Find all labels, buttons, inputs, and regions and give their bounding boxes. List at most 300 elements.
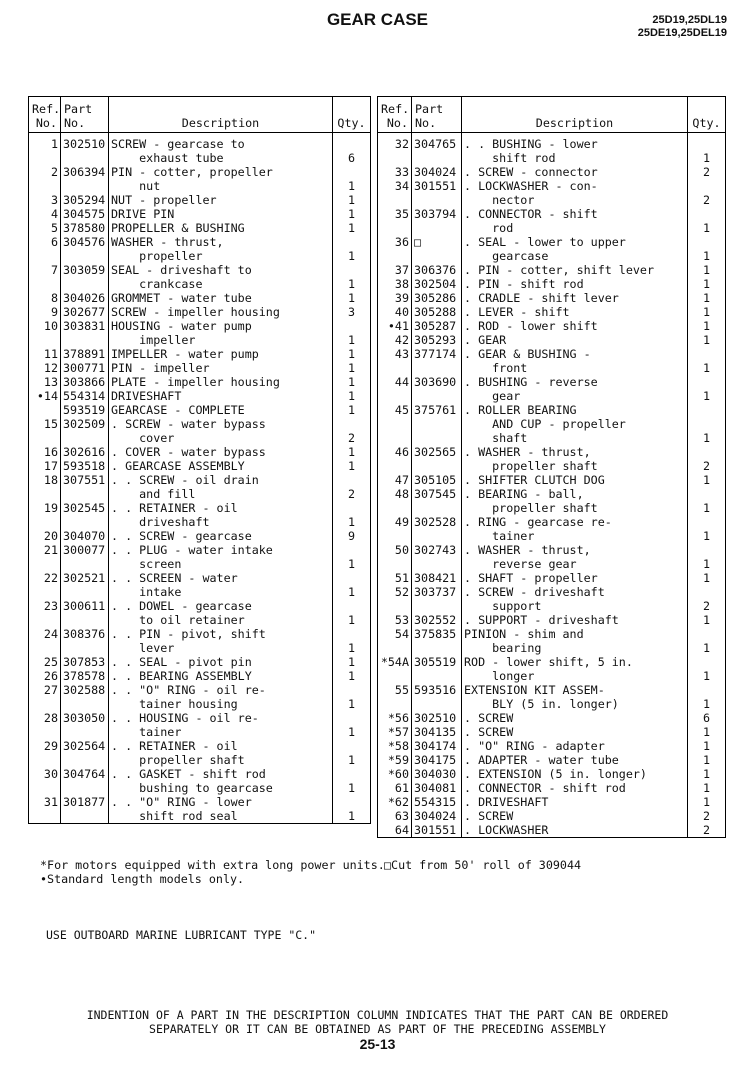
ref-no bbox=[29, 179, 61, 193]
part-no: 305293 bbox=[412, 333, 462, 347]
table-row bbox=[378, 193, 726, 207]
part-no: 302743 bbox=[412, 543, 462, 557]
part-no: 305288 bbox=[412, 305, 462, 319]
part-no: 302616 bbox=[61, 445, 109, 459]
qty bbox=[333, 235, 371, 249]
description: . SHAFT - propeller bbox=[462, 571, 688, 585]
description: cover bbox=[109, 431, 333, 445]
part-no: 304175 bbox=[412, 753, 462, 767]
part-no: 302588 bbox=[61, 683, 109, 697]
description: NUT - propeller bbox=[109, 193, 333, 207]
description: . . DOWEL - gearcase bbox=[109, 599, 333, 613]
qty-header: Qty. bbox=[688, 97, 726, 133]
ref-no: 28 bbox=[29, 711, 61, 725]
ref-no: *60 bbox=[378, 767, 412, 781]
part-no: 378578 bbox=[61, 669, 109, 683]
description: . SUPPORT - driveshaft bbox=[462, 613, 688, 627]
table-row bbox=[29, 207, 371, 221]
qty bbox=[333, 683, 371, 697]
footnote-bullet: •Standard length models only. bbox=[40, 872, 245, 886]
qty: 1 bbox=[688, 767, 726, 781]
description: nut bbox=[109, 179, 333, 193]
description: . LOCKWASHER bbox=[462, 823, 688, 838]
description: gear bbox=[462, 389, 688, 403]
table-row bbox=[378, 361, 726, 375]
ref-no bbox=[29, 753, 61, 767]
part-no: 304764 bbox=[61, 767, 109, 781]
qty bbox=[688, 235, 726, 249]
table-row bbox=[378, 333, 726, 347]
description: . BEARING - ball, bbox=[462, 487, 688, 501]
ref-no: 22 bbox=[29, 571, 61, 585]
description: . SCREW bbox=[462, 809, 688, 823]
qty bbox=[688, 655, 726, 669]
table-row bbox=[29, 781, 371, 795]
ref-no bbox=[29, 403, 61, 417]
description: . DRIVESHAFT bbox=[462, 795, 688, 809]
table-row bbox=[378, 277, 726, 291]
ref-no: 9 bbox=[29, 305, 61, 319]
ref-no bbox=[378, 669, 412, 683]
description: PIN - cotter, propeller bbox=[109, 165, 333, 179]
ref-no bbox=[378, 389, 412, 403]
table-row bbox=[378, 291, 726, 305]
qty: 1 bbox=[688, 361, 726, 375]
ref-no: 46 bbox=[378, 445, 412, 459]
qty: 1 bbox=[688, 263, 726, 277]
part-no bbox=[61, 585, 109, 599]
description: GROMMET - water tube bbox=[109, 291, 333, 305]
qty bbox=[688, 417, 726, 431]
part-no bbox=[412, 669, 462, 683]
ref-no: 17 bbox=[29, 459, 61, 473]
qty bbox=[333, 501, 371, 515]
qty: 6 bbox=[333, 151, 371, 165]
qty bbox=[333, 571, 371, 585]
table-row bbox=[29, 319, 371, 333]
ref-no: 3 bbox=[29, 193, 61, 207]
part-no bbox=[61, 277, 109, 291]
description: BLY (5 in. longer) bbox=[462, 697, 688, 711]
table-row bbox=[29, 445, 371, 459]
model-numbers bbox=[638, 14, 727, 40]
description: . . SCREW - gearcase bbox=[109, 529, 333, 543]
qty bbox=[688, 207, 726, 221]
ref-no bbox=[378, 557, 412, 571]
part-no bbox=[412, 431, 462, 445]
qty bbox=[688, 347, 726, 361]
description-header: Description bbox=[462, 97, 688, 133]
ref-no: 47 bbox=[378, 473, 412, 487]
table-row bbox=[29, 263, 371, 277]
ref-no: *57 bbox=[378, 725, 412, 739]
description: tainer housing bbox=[109, 697, 333, 711]
part-no bbox=[61, 333, 109, 347]
ref-no bbox=[29, 809, 61, 824]
description: PINION - shim and bbox=[462, 627, 688, 641]
table-row bbox=[29, 683, 371, 697]
description: bearing bbox=[462, 641, 688, 655]
table-row bbox=[378, 375, 726, 389]
description: . SEAL - lower to upper bbox=[462, 235, 688, 249]
ref-no: 49 bbox=[378, 515, 412, 529]
qty: 1 bbox=[333, 585, 371, 599]
qty bbox=[688, 683, 726, 697]
qty bbox=[333, 263, 371, 277]
part-no: 305286 bbox=[412, 291, 462, 305]
ref-no: 18 bbox=[29, 473, 61, 487]
table-row bbox=[29, 641, 371, 655]
description: HOUSING - water pump bbox=[109, 319, 333, 333]
part-no bbox=[61, 753, 109, 767]
ref-no bbox=[29, 151, 61, 165]
ref-no: 43 bbox=[378, 347, 412, 361]
qty: 1 bbox=[688, 501, 726, 515]
part-no: 554315 bbox=[412, 795, 462, 809]
part-no: 307545 bbox=[412, 487, 462, 501]
description: . WASHER - thrust, bbox=[462, 445, 688, 459]
ref-no: 2 bbox=[29, 165, 61, 179]
part-no bbox=[412, 501, 462, 515]
part-no: 303737 bbox=[412, 585, 462, 599]
description: . . SCREEN - water bbox=[109, 571, 333, 585]
part-no: 308421 bbox=[412, 571, 462, 585]
description: EXTENSION KIT ASSEM- bbox=[462, 683, 688, 697]
description: . BUSHING - reverse bbox=[462, 375, 688, 389]
qty: 1 bbox=[333, 697, 371, 711]
description: . WASHER - thrust, bbox=[462, 543, 688, 557]
description: . SCREW - driveshaft bbox=[462, 585, 688, 599]
table-row bbox=[29, 599, 371, 613]
part-no: 593516 bbox=[412, 683, 462, 697]
part-no bbox=[61, 557, 109, 571]
ref-no bbox=[29, 781, 61, 795]
qty bbox=[688, 487, 726, 501]
table-row bbox=[29, 697, 371, 711]
table-row bbox=[378, 347, 726, 361]
table-row bbox=[378, 221, 726, 235]
qty bbox=[688, 515, 726, 529]
description: PIN - impeller bbox=[109, 361, 333, 375]
model-numbers-line2: 25DE19,25DEL19 bbox=[637, 27, 727, 39]
description: PLATE - impeller housing bbox=[109, 375, 333, 389]
description: intake bbox=[109, 585, 333, 599]
description: propeller shaft bbox=[462, 459, 688, 473]
ref-no bbox=[378, 361, 412, 375]
ref-no: 26 bbox=[29, 669, 61, 683]
qty: 1 bbox=[333, 613, 371, 627]
table-row bbox=[29, 235, 371, 249]
table-row bbox=[29, 515, 371, 529]
qty: 1 bbox=[333, 655, 371, 669]
ref-no: 24 bbox=[29, 627, 61, 641]
part-no bbox=[412, 193, 462, 207]
qty: 2 bbox=[688, 599, 726, 613]
table-row bbox=[378, 431, 726, 445]
table-row bbox=[29, 725, 371, 739]
ref-no: 48 bbox=[378, 487, 412, 501]
qty: 1 bbox=[333, 291, 371, 305]
table-row bbox=[29, 739, 371, 753]
table-row bbox=[29, 459, 371, 473]
table-row bbox=[29, 473, 371, 487]
qty: 1 bbox=[333, 347, 371, 361]
table-row bbox=[378, 711, 726, 725]
qty: 2 bbox=[688, 459, 726, 473]
ref-no: 6 bbox=[29, 235, 61, 249]
ref-no bbox=[378, 501, 412, 515]
table-row bbox=[29, 711, 371, 725]
description: DRIVE PIN bbox=[109, 207, 333, 221]
ref-no bbox=[29, 585, 61, 599]
description: . LEVER - shift bbox=[462, 305, 688, 319]
qty: 1 bbox=[333, 753, 371, 767]
qty: 1 bbox=[688, 473, 726, 487]
part-no: 377174 bbox=[412, 347, 462, 361]
qty: 2 bbox=[688, 809, 726, 823]
description: bushing to gearcase bbox=[109, 781, 333, 795]
qty: 1 bbox=[333, 557, 371, 571]
description: . PIN - shift rod bbox=[462, 277, 688, 291]
table-row bbox=[378, 739, 726, 753]
description: longer bbox=[462, 669, 688, 683]
description: propeller shaft bbox=[109, 753, 333, 767]
ref-no bbox=[29, 431, 61, 445]
description: rod bbox=[462, 221, 688, 235]
ref-no: 34 bbox=[378, 179, 412, 193]
qty: 1 bbox=[333, 375, 371, 389]
qty bbox=[333, 165, 371, 179]
part-no: 304765 bbox=[412, 137, 462, 151]
description: driveshaft bbox=[109, 515, 333, 529]
description: WASHER - thrust, bbox=[109, 235, 333, 249]
table-row bbox=[378, 165, 726, 179]
table-row bbox=[29, 795, 371, 809]
table-row bbox=[29, 165, 371, 179]
ref-no bbox=[29, 515, 61, 529]
part-no: 306376 bbox=[412, 263, 462, 277]
part-no bbox=[412, 249, 462, 263]
ref-no bbox=[378, 641, 412, 655]
table-row bbox=[378, 823, 726, 838]
table-row bbox=[29, 221, 371, 235]
description: shift rod seal bbox=[109, 809, 333, 824]
ref-no: 54 bbox=[378, 627, 412, 641]
part-no bbox=[61, 179, 109, 193]
ref-no: 27 bbox=[29, 683, 61, 697]
table-row bbox=[29, 487, 371, 501]
ref-no bbox=[378, 459, 412, 473]
description: tainer bbox=[109, 725, 333, 739]
qty: 1 bbox=[688, 277, 726, 291]
ref-no: 31 bbox=[29, 795, 61, 809]
qty bbox=[688, 375, 726, 389]
description: . GEAR bbox=[462, 333, 688, 347]
table-row bbox=[29, 613, 371, 627]
part-no bbox=[61, 431, 109, 445]
description: screen bbox=[109, 557, 333, 571]
parts-table-left bbox=[28, 96, 371, 824]
qty: 1 bbox=[688, 725, 726, 739]
table-row bbox=[378, 683, 726, 697]
table-row bbox=[29, 571, 371, 585]
part-no: 302564 bbox=[61, 739, 109, 753]
table-row bbox=[378, 613, 726, 627]
part-no: 302552 bbox=[412, 613, 462, 627]
part-no: 303866 bbox=[61, 375, 109, 389]
part-header: Part No. bbox=[61, 97, 109, 133]
ref-no bbox=[29, 277, 61, 291]
table-row bbox=[378, 319, 726, 333]
part-no: 304575 bbox=[61, 207, 109, 221]
table-row bbox=[378, 599, 726, 613]
part-no: 304030 bbox=[412, 767, 462, 781]
part-no: 301551 bbox=[412, 823, 462, 838]
ref-no: 8 bbox=[29, 291, 61, 305]
description: . . RETAINER - oil bbox=[109, 739, 333, 753]
table-row bbox=[29, 655, 371, 669]
table-row bbox=[378, 809, 726, 823]
part-no: 302677 bbox=[61, 305, 109, 319]
part-no: 302545 bbox=[61, 501, 109, 515]
part-no: 303831 bbox=[61, 319, 109, 333]
table-row bbox=[378, 179, 726, 193]
qty: 1 bbox=[333, 403, 371, 417]
ref-no: 51 bbox=[378, 571, 412, 585]
part-no bbox=[61, 697, 109, 711]
part-no bbox=[61, 809, 109, 824]
description: . CONNECTOR - shift rod bbox=[462, 781, 688, 795]
part-no: 378580 bbox=[61, 221, 109, 235]
ref-no: *56 bbox=[378, 711, 412, 725]
part-no: 302521 bbox=[61, 571, 109, 585]
qty bbox=[333, 739, 371, 753]
part-header: Part No. bbox=[412, 97, 462, 133]
table-row bbox=[29, 361, 371, 375]
qty: 1 bbox=[688, 669, 726, 683]
description: . GEAR & BUSHING - bbox=[462, 347, 688, 361]
description: . . BUSHING - lower bbox=[462, 137, 688, 151]
description: tainer bbox=[462, 529, 688, 543]
part-no: 302510 bbox=[412, 711, 462, 725]
ref-no: *62 bbox=[378, 795, 412, 809]
ref-no: 39 bbox=[378, 291, 412, 305]
description: shaft bbox=[462, 431, 688, 445]
ref-no bbox=[29, 725, 61, 739]
description: gearcase bbox=[462, 249, 688, 263]
description: DRIVESHAFT bbox=[109, 389, 333, 403]
table-row bbox=[378, 473, 726, 487]
qty bbox=[333, 599, 371, 613]
ref-no: 36 bbox=[378, 235, 412, 249]
part-no: 305294 bbox=[61, 193, 109, 207]
description: . SHIFTER CLUTCH DOG bbox=[462, 473, 688, 487]
ref-no: 21 bbox=[29, 543, 61, 557]
qty bbox=[333, 711, 371, 725]
ref-no bbox=[378, 221, 412, 235]
part-no bbox=[61, 249, 109, 263]
qty: 2 bbox=[688, 193, 726, 207]
qty: 1 bbox=[333, 641, 371, 655]
description: . . "O" RING - oil re- bbox=[109, 683, 333, 697]
qty: 1 bbox=[333, 809, 371, 824]
description: exhaust tube bbox=[109, 151, 333, 165]
qty bbox=[333, 319, 371, 333]
qty bbox=[688, 137, 726, 151]
qty: 1 bbox=[688, 613, 726, 627]
ref-no: 16 bbox=[29, 445, 61, 459]
description: . SCREW - connector bbox=[462, 165, 688, 179]
ref-no: •41 bbox=[378, 319, 412, 333]
qty: 1 bbox=[688, 641, 726, 655]
table-row bbox=[378, 543, 726, 557]
table-row bbox=[29, 151, 371, 165]
table-row bbox=[29, 277, 371, 291]
ref-no bbox=[378, 599, 412, 613]
part-no bbox=[412, 557, 462, 571]
table-row bbox=[378, 501, 726, 515]
description: PROPELLER & BUSHING bbox=[109, 221, 333, 235]
qty: 1 bbox=[688, 333, 726, 347]
ref-no: 52 bbox=[378, 585, 412, 599]
qty bbox=[333, 137, 371, 151]
ref-no: 35 bbox=[378, 207, 412, 221]
qty: 1 bbox=[333, 221, 371, 235]
description: . RING - gearcase re- bbox=[462, 515, 688, 529]
ref-no bbox=[378, 417, 412, 431]
ref-header: Ref. No. bbox=[378, 97, 412, 133]
part-no: 304576 bbox=[61, 235, 109, 249]
table-row bbox=[378, 459, 726, 473]
ref-no: 23 bbox=[29, 599, 61, 613]
ref-no: 50 bbox=[378, 543, 412, 557]
table-row bbox=[29, 585, 371, 599]
page-title: GEAR CASE bbox=[326, 10, 429, 29]
ref-no bbox=[378, 193, 412, 207]
qty: 1 bbox=[688, 319, 726, 333]
ref-no bbox=[29, 641, 61, 655]
description: impeller bbox=[109, 333, 333, 347]
qty bbox=[688, 179, 726, 193]
part-no: 302504 bbox=[412, 277, 462, 291]
qty-header: Qty. bbox=[333, 97, 371, 133]
table-row bbox=[378, 137, 726, 151]
qty: 1 bbox=[688, 431, 726, 445]
qty: 2 bbox=[333, 487, 371, 501]
table-row bbox=[29, 417, 371, 431]
description: . SCREW bbox=[462, 711, 688, 725]
indent-note-line2: SEPARATELY OR IT CAN BE OBTAINED AS PART OF THE PRECEDING ASSEMBLY bbox=[149, 1022, 606, 1036]
ref-no: 11 bbox=[29, 347, 61, 361]
table-row bbox=[378, 795, 726, 809]
part-no: 308376 bbox=[61, 627, 109, 641]
part-no: 304024 bbox=[412, 165, 462, 179]
table-row bbox=[378, 557, 726, 571]
qty: 2 bbox=[688, 165, 726, 179]
description: to oil retainer bbox=[109, 613, 333, 627]
ref-no: 32 bbox=[378, 137, 412, 151]
part-no: 378891 bbox=[61, 347, 109, 361]
part-no bbox=[412, 389, 462, 403]
ref-no: 30 bbox=[29, 767, 61, 781]
part-no: 303059 bbox=[61, 263, 109, 277]
ref-no bbox=[29, 697, 61, 711]
part-no bbox=[412, 221, 462, 235]
part-no: 304174 bbox=[412, 739, 462, 753]
ref-no: 63 bbox=[378, 809, 412, 823]
description: SEAL - driveshaft to bbox=[109, 263, 333, 277]
ref-no: *54A bbox=[378, 655, 412, 669]
